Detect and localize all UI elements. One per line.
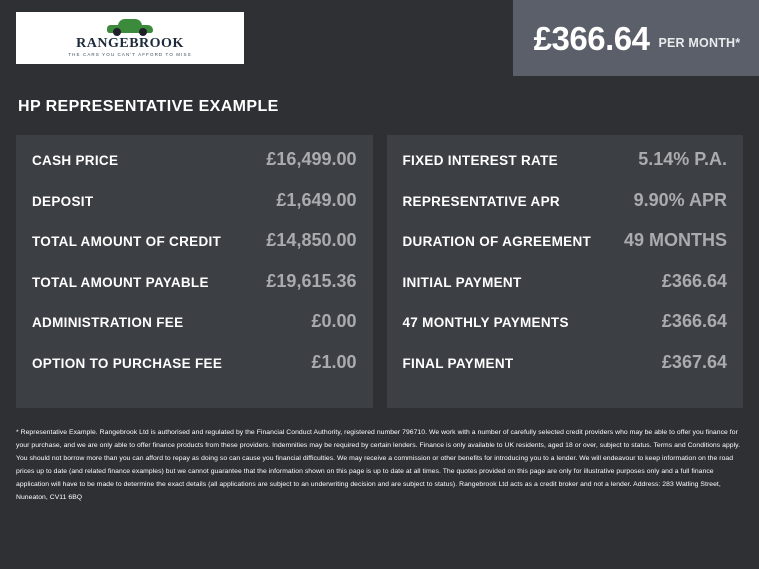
detail-label: 47 MONTHLY PAYMENTS (402, 315, 569, 330)
detail-value: £1.00 (311, 351, 357, 372)
monthly-price-panel (513, 0, 759, 76)
detail-row (32, 190, 357, 231)
page-title: HP REPRESENTATIVE EXAMPLE (18, 98, 279, 115)
detail-row (32, 149, 357, 190)
detail-label: ADMINISTRATION FEE (32, 315, 184, 330)
detail-row (403, 190, 728, 231)
detail-value: £1,649.00 (276, 189, 357, 210)
detail-row (403, 230, 728, 271)
detail-value: £366.64 (661, 311, 727, 331)
finance-details (16, 135, 743, 408)
detail-value: £14,850.00 (266, 230, 357, 250)
disclaimer-text: * Representative Example. Rangebrook Ltd is authorised and regulated by the Financial Conduct Authority, registered number 796710. We work with a number of carefully selected credit providers who may be able to offer you finance for your purchase, and we are only able to offer finance products from these providers. Indemnities may be required by certain lenders. Finance is only available to UK residents, aged 18 or over, subject to status. Terms and Conditions apply. You should not borrow more than you can afford to repay as doing so can cause you financial difficulties. We may receive a commission or other benefits for introducing you to a lender. We will endeavour to keep information on the road prices up to date (and related finance examples) but we cannot guarantee that the information shown on this page is up to date at all times. The quotes provided on this page are only for illustrative purposes only and a full finance application will have to be made to determine the exact details (all applications are subject to an underwriting decision and are subject to status). Rangebrook Ltd acts as a credit broker and not a lender. Address: 283 Watling Street, Nuneaton, CV11 6BQ (16, 429, 741, 502)
price-amount: £366.64 (533, 19, 650, 57)
price-period: PER MONTH* (658, 35, 741, 50)
car-icon (107, 19, 153, 36)
detail-value: 9.90% APR (633, 189, 727, 210)
detail-label: OPTION TO PURCHASE FEE (32, 355, 223, 371)
detail-value: £0.00 (311, 311, 357, 331)
brand-logo[interactable] (16, 12, 244, 64)
detail-label: REPRESENTATIVE APR (402, 193, 560, 209)
logo-tagline: THE CARS YOU CAN'T AFFORD TO MISS (68, 52, 192, 58)
detail-label: INITIAL PAYMENT (402, 274, 522, 290)
detail-row (32, 230, 357, 271)
detail-row (403, 352, 728, 393)
finance-panel-right (387, 135, 744, 408)
detail-value: £366.64 (661, 270, 727, 291)
detail-value: 5.14% P.A. (638, 149, 727, 169)
detail-row (32, 352, 357, 393)
detail-label: TOTAL AMOUNT PAYABLE (32, 274, 209, 290)
detail-label: TOTAL AMOUNT OF CREDIT (32, 234, 222, 249)
detail-label: DURATION OF AGREEMENT (402, 234, 592, 249)
detail-value: £367.64 (661, 351, 727, 372)
detail-row (32, 311, 357, 352)
detail-row (403, 271, 728, 312)
detail-value: £16,499.00 (266, 149, 357, 169)
logo-name: RANGEBROOK (76, 35, 184, 51)
detail-label: FINAL PAYMENT (402, 355, 514, 371)
detail-label: FIXED INTEREST RATE (402, 153, 558, 168)
detail-row (32, 271, 357, 312)
detail-value: 49 MONTHS (623, 230, 727, 250)
detail-value: £19,615.36 (266, 270, 357, 291)
detail-label: DEPOSIT (32, 193, 94, 209)
detail-row (403, 149, 728, 190)
finance-panel-left (16, 135, 373, 408)
detail-row (403, 311, 728, 352)
detail-label: CASH PRICE (32, 153, 119, 168)
page-header (0, 0, 759, 76)
